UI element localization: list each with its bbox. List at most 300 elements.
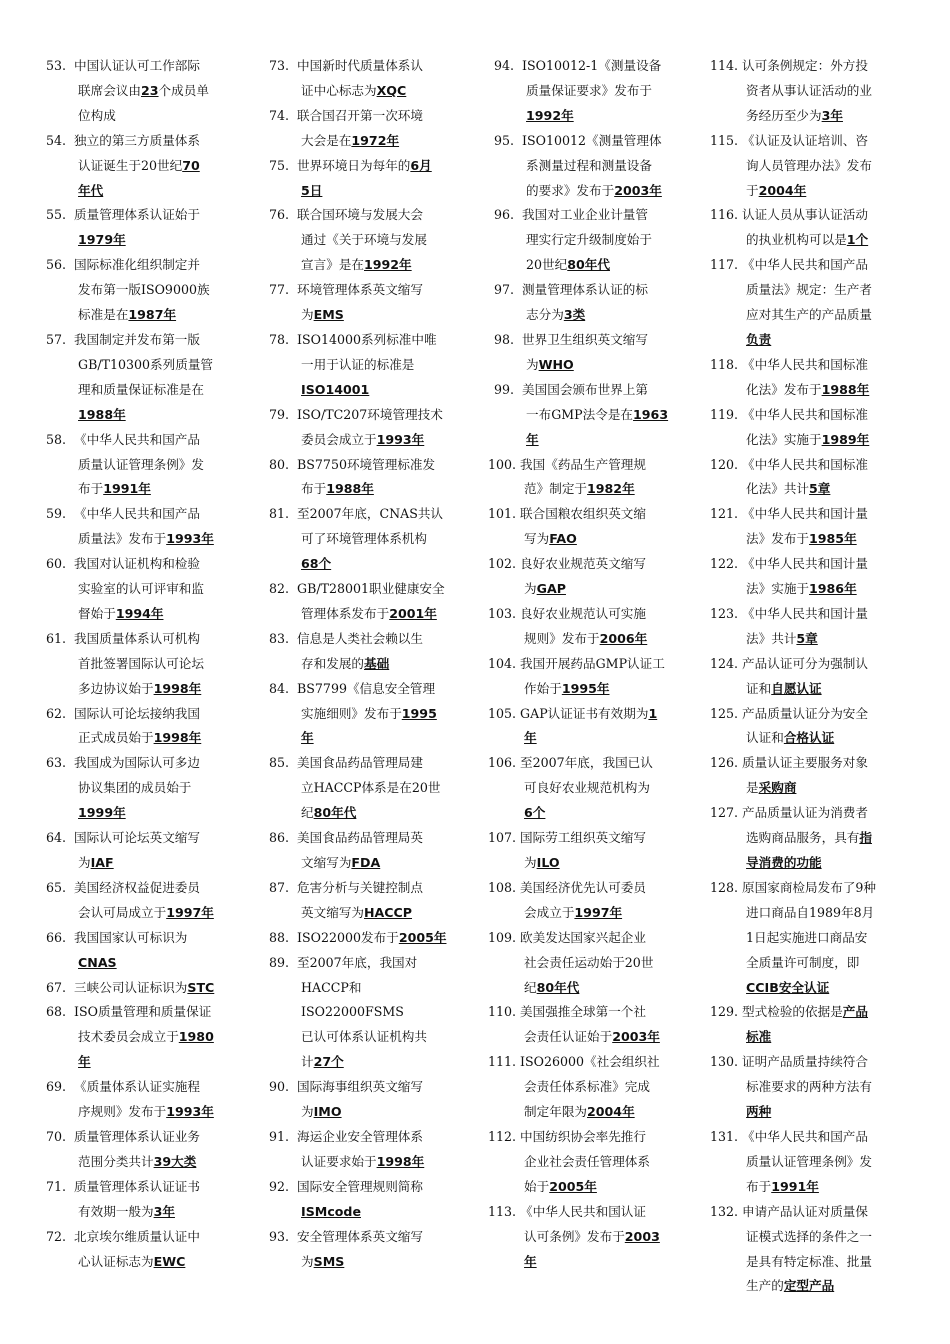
text-line	[74, 403, 240, 428]
text-line: 英文缩写为HACCP	[301, 904, 413, 920]
text-line: 产品质量认证分为安全	[742, 705, 868, 721]
text-line: 质量管理体系认证证书	[74, 1178, 200, 1194]
item-text	[74, 976, 240, 1001]
answer-text: 1963	[633, 406, 669, 422]
text-line	[522, 104, 688, 129]
text-line: 欧美发达国家兴起企业	[520, 929, 646, 945]
list-item	[263, 627, 463, 677]
answer-text: 年	[524, 730, 537, 746]
answer-text: 68个	[301, 556, 332, 572]
text-line	[74, 801, 240, 826]
answer-text: FDA	[351, 855, 381, 870]
answer-text: HACCP	[364, 904, 413, 920]
item-text	[520, 876, 688, 926]
item-number: 63.	[46, 755, 67, 771]
item-number: 98.	[494, 331, 515, 347]
item-text	[297, 751, 463, 826]
answer-text: 5日	[301, 182, 323, 198]
text-line: 我国《药品生产管理规	[520, 456, 646, 472]
item-number: 108.	[488, 879, 517, 895]
text-line: 实施细则》发布于1995	[301, 705, 437, 721]
text-line: 的要求》发布于2003年	[526, 182, 662, 198]
item-number: 53.	[46, 58, 67, 73]
answer-text: 27个	[313, 1054, 344, 1070]
list-item	[40, 976, 240, 1001]
text-line: 布于1991年	[78, 481, 151, 497]
list-item	[40, 1075, 240, 1125]
item-text	[520, 453, 688, 503]
item-number: 109.	[488, 929, 517, 945]
answer-text: 2005年	[549, 1178, 597, 1194]
item-text	[74, 428, 240, 503]
answer-text: 1994年	[115, 605, 164, 621]
text-line: ISO质量管理和质量保证	[74, 1004, 212, 1020]
item-text	[74, 826, 240, 876]
list-item	[40, 328, 240, 428]
item-text	[74, 1075, 240, 1125]
list-item	[263, 826, 463, 876]
text-line: 存和发展的基础	[301, 655, 390, 671]
item-number: 66.	[46, 929, 67, 945]
item-text	[297, 278, 463, 328]
text-line: 系测量过程和测量设备	[526, 157, 652, 173]
item-number: 82.	[269, 581, 290, 597]
text-line: 美国食品药品管理局建	[297, 755, 423, 771]
item-text	[297, 502, 463, 577]
item-number: 64.	[46, 830, 67, 846]
list-item	[710, 129, 915, 204]
item-text	[520, 751, 688, 826]
item-number: 76.	[269, 207, 290, 223]
answer-text: GAP	[536, 581, 566, 597]
item-number: 81.	[269, 506, 290, 522]
column-2	[263, 54, 463, 1274]
item-text	[297, 104, 463, 154]
list-item	[488, 1200, 688, 1275]
text-line: 认证诞生于20世纪70	[78, 157, 200, 173]
answer-text: 2006年	[599, 630, 648, 646]
text-line: 我国国家认可标识为	[74, 929, 188, 945]
item-text	[522, 328, 688, 378]
item-text	[74, 627, 240, 702]
item-text	[742, 502, 915, 552]
text-line: 标准是在1987年	[78, 307, 177, 323]
item-number: 97.	[494, 282, 515, 298]
text-line: 法》实施于1986年	[746, 581, 857, 597]
list-item	[263, 1175, 463, 1225]
list-item	[263, 203, 463, 278]
item-text	[520, 1200, 688, 1275]
text-line: 证和自愿认证	[746, 680, 822, 696]
text-line: 质量认证主要服务对象	[742, 755, 868, 771]
text-line	[742, 1025, 915, 1050]
text-line: 是具有特定标准、批量	[746, 1253, 872, 1269]
text-line: 证模式选择的条件之一	[746, 1228, 872, 1244]
answer-text: FAO	[549, 531, 577, 547]
text-line: 联合国粮农组织英文缩	[520, 506, 646, 522]
text-line: 质量认证管理条例》发	[78, 456, 204, 472]
text-line: 序规则》发布于1993年	[78, 1104, 214, 1120]
text-line: 法》共计5章	[746, 630, 818, 646]
answer-text: 定型产品	[783, 1278, 835, 1294]
list-item	[488, 1050, 688, 1125]
list-item	[263, 154, 463, 204]
item-number: 129.	[710, 1004, 739, 1020]
list-item	[40, 253, 240, 328]
list-item	[488, 702, 688, 752]
list-item	[710, 702, 915, 752]
text-line: 危害分析与关键控制点	[297, 879, 423, 895]
item-number: 93.	[269, 1228, 290, 1244]
list-item	[488, 652, 688, 702]
text-line: 《中华人民共和国标准	[742, 406, 868, 422]
text-line: 可了环境管理体系机构	[301, 531, 427, 547]
answer-text: 产品	[842, 1004, 868, 1020]
item-text	[522, 278, 688, 328]
list-item	[488, 129, 688, 204]
text-line: 认可条例规定：外方投	[742, 58, 868, 73]
answer-text: 1998年	[153, 680, 202, 696]
item-text	[520, 502, 688, 552]
list-item	[710, 453, 915, 503]
text-line: 证明产品质量持续符合	[742, 1054, 868, 1070]
text-line: 《中华人民共和国产品	[74, 431, 200, 447]
text-line: 美国经济权益促进委员	[74, 879, 200, 895]
item-number: 79.	[269, 406, 290, 422]
answer-text: 80年代	[567, 257, 610, 273]
item-text	[742, 1200, 915, 1300]
text-line: 质量认证管理条例》发	[746, 1153, 872, 1169]
answer-text: 1980	[178, 1029, 214, 1045]
item-text	[74, 926, 240, 976]
list-item	[263, 1225, 463, 1275]
text-line: 管理体系发布于2001年	[301, 605, 437, 621]
text-line: 化法》实施于1989年	[746, 431, 870, 447]
item-number: 58.	[46, 431, 67, 447]
answer-text: STC	[187, 979, 215, 995]
answer-text: 1997年	[574, 904, 623, 920]
text-line: 为WHO	[526, 356, 574, 372]
text-line: 联合国召开第一次环境	[297, 107, 423, 123]
answer-text: 1988年	[326, 481, 374, 497]
text-line: 正式成员始于1998年	[78, 730, 202, 746]
text-line	[520, 801, 688, 826]
item-number: 122.	[710, 556, 739, 572]
answer-text: 1995	[401, 705, 437, 721]
text-line: 于2004年	[746, 182, 807, 198]
list-item	[263, 577, 463, 627]
text-line: 国际认可论坛接纳我国	[74, 705, 200, 721]
text-line: 美国食品药品管理局英	[297, 830, 423, 846]
list-item	[488, 751, 688, 826]
item-number: 132.	[710, 1203, 739, 1219]
text-line: 企业社会责任管理体系	[524, 1153, 650, 1169]
item-text	[742, 253, 915, 353]
answer-text: 指	[859, 830, 872, 846]
text-line: 实验室的认可评审和监	[78, 581, 204, 597]
item-number: 105.	[488, 705, 517, 721]
answer-text: 1988年	[78, 406, 126, 422]
answer-text: XQC	[376, 82, 407, 98]
list-item	[710, 1000, 915, 1050]
item-text	[742, 453, 915, 503]
item-text	[297, 876, 463, 926]
list-item	[488, 926, 688, 1001]
item-number: 126.	[710, 755, 739, 771]
text-line: 写为FAO	[524, 531, 577, 547]
text-line: 志分为3类	[526, 307, 586, 323]
answer-text: 2003	[624, 1228, 660, 1244]
list-item	[263, 1125, 463, 1175]
answer-text: 基础	[364, 655, 390, 671]
text-line: ISO10012-1《测量设备	[522, 58, 662, 73]
text-line: 产品认证可分为强制认	[742, 655, 868, 671]
item-text	[522, 54, 688, 129]
list-item	[488, 602, 688, 652]
item-number: 106.	[488, 755, 517, 771]
list-item	[263, 453, 463, 503]
text-line: 美国经济优先认可委员	[520, 879, 646, 895]
answer-text: 1992年	[364, 257, 412, 273]
text-line: 《认证及认证培训、咨	[742, 132, 868, 148]
item-number: 55.	[46, 207, 67, 223]
item-text	[297, 1125, 463, 1175]
list-item	[40, 552, 240, 627]
text-line: 世界环境日为每年的6月	[297, 157, 432, 173]
list-item	[710, 1050, 915, 1125]
item-text	[74, 129, 240, 204]
answer-text: 1个	[846, 232, 869, 248]
answer-text: EMS	[313, 307, 344, 323]
answer-text: 23	[141, 82, 159, 98]
item-text	[74, 552, 240, 627]
list-item	[710, 403, 915, 453]
text-line: ISO14000系列标准中唯	[297, 331, 437, 347]
text-line: 国际认可论坛英文缩写	[74, 830, 200, 846]
text-line: 为EMS	[301, 307, 344, 323]
answer-text: WHO	[538, 356, 574, 372]
item-text	[74, 253, 240, 328]
text-line: 中国新时代质量体系认	[297, 58, 423, 73]
list-item	[263, 926, 463, 951]
text-line: 20世纪80年代	[526, 257, 610, 273]
list-item	[488, 328, 688, 378]
text-line: 型式检验的依据是产品	[742, 1004, 868, 1020]
text-line	[297, 378, 463, 403]
text-line: 宣言》是在1992年	[301, 257, 412, 273]
text-line: 至2007年底，我国已认	[520, 755, 653, 771]
item-number: 73.	[269, 58, 290, 73]
list-item	[263, 104, 463, 154]
item-text	[520, 1000, 688, 1050]
text-line: 为IMO	[301, 1104, 342, 1120]
answer-text: 负责	[746, 331, 772, 347]
item-number: 62.	[46, 705, 67, 721]
item-number: 110.	[488, 1004, 517, 1020]
answer-text: 标准	[746, 1029, 772, 1045]
answer-text: 1986年	[809, 581, 857, 597]
text-line: 为SMS	[301, 1253, 345, 1269]
item-text	[520, 552, 688, 602]
answer-text: 1997年	[166, 904, 214, 920]
answer-text: 70	[182, 157, 200, 173]
list-item	[488, 502, 688, 552]
list-item	[710, 502, 915, 552]
text-line: 环境管理体系英文缩写	[297, 282, 423, 298]
text-line: 联合国环境与发展大会	[297, 207, 423, 223]
item-number: 131.	[710, 1128, 739, 1144]
item-number: 87.	[269, 879, 290, 895]
text-line: 认证和合格认证	[746, 730, 835, 746]
list-item	[710, 1125, 915, 1200]
text-line: 产品质量认证为消费者	[742, 805, 868, 821]
item-text	[520, 652, 688, 702]
text-line: 美国国会颁布世界上第	[522, 381, 648, 397]
text-line	[74, 1050, 240, 1075]
list-item	[40, 129, 240, 204]
list-item	[40, 627, 240, 702]
item-number: 127.	[710, 805, 739, 821]
text-line: 我国对工业企业计量管	[522, 207, 648, 223]
text-line: GB/T10300系列质量管	[78, 356, 214, 372]
text-line: 资者从事认证活动的业	[746, 82, 872, 98]
item-number: 56.	[46, 257, 67, 273]
answer-text: 6月	[410, 157, 432, 173]
list-item	[488, 378, 688, 453]
answer-text: 5章	[809, 481, 831, 497]
text-line: 位构成	[78, 107, 116, 123]
answer-text: CNAS	[78, 954, 117, 970]
item-number: 111.	[488, 1054, 517, 1070]
answer-text: 2005年	[398, 929, 447, 945]
text-line: 生产的定型产品	[746, 1278, 835, 1294]
item-text	[297, 203, 463, 278]
text-line: 的执业机构可以是1个	[746, 232, 869, 248]
item-number: 57.	[46, 331, 67, 347]
text-line: 会认可局成立于1997年	[78, 904, 214, 920]
text-line: 规则》发布于2006年	[524, 630, 648, 646]
item-text	[297, 926, 463, 951]
list-item	[710, 876, 915, 1001]
text-line: 理和质量保证标准是在	[78, 381, 204, 397]
item-text	[74, 1125, 240, 1175]
column-3	[488, 54, 688, 1274]
list-item	[263, 876, 463, 926]
text-line: 《中华人民共和国标准	[742, 356, 868, 372]
list-item	[488, 453, 688, 503]
text-line	[742, 976, 915, 1001]
text-line: 《中华人民共和国产品	[742, 257, 868, 273]
item-text	[74, 751, 240, 826]
list-item	[263, 502, 463, 577]
item-number: 101.	[488, 506, 517, 522]
item-number: 107.	[488, 830, 517, 846]
list-item	[263, 951, 463, 1076]
answer-text: 年	[78, 1054, 91, 1070]
item-number: 128.	[710, 879, 739, 895]
item-number: 70.	[46, 1128, 67, 1144]
item-number: 91.	[269, 1128, 290, 1144]
list-item	[263, 54, 463, 104]
list-item	[488, 1125, 688, 1200]
item-text	[297, 627, 463, 677]
item-number: 68.	[46, 1004, 67, 1020]
text-line: 进口商品自1989年8月	[746, 904, 875, 920]
answer-text: SMS	[313, 1253, 345, 1269]
answer-text: 80年代	[313, 805, 357, 821]
item-text	[297, 577, 463, 627]
text-line: 督始于1994年	[78, 605, 164, 621]
item-number: 124.	[710, 655, 739, 671]
item-text	[522, 129, 688, 204]
text-line	[742, 328, 915, 353]
answer-text: 80年代	[536, 979, 580, 995]
text-line: 1日起实施进口商品安	[746, 929, 868, 945]
text-line: 选购商品服务，具有指	[746, 830, 872, 846]
item-text	[522, 203, 688, 278]
answer-text: 1998年	[376, 1153, 425, 1169]
text-line: 信息是人类社会赖以生	[297, 630, 423, 646]
item-number: 77.	[269, 282, 290, 298]
answer-text: 1999年	[78, 805, 126, 821]
answer-text: 2004年	[758, 182, 807, 198]
text-line: 纪80年代	[524, 979, 580, 995]
item-number: 120.	[710, 456, 739, 472]
text-line: 询人员管理办法》发布	[746, 157, 872, 173]
text-line: 社会责任运动始于20世	[524, 954, 654, 970]
text-line: 制定年限为2004年	[524, 1104, 635, 1120]
item-number: 118.	[710, 356, 739, 372]
text-line: 至2007年底，我国对	[297, 954, 418, 970]
text-line: 《中华人民共和国计量	[742, 506, 868, 522]
item-number: 119.	[710, 406, 739, 422]
text-line: 有效期一般为3年	[78, 1203, 175, 1219]
text-line: 《质量体系认证实施程	[74, 1079, 200, 1095]
text-line: 原国家商检局发布了9种	[742, 879, 876, 895]
text-line	[522, 428, 688, 453]
item-text	[742, 353, 915, 403]
text-line: 布于1991年	[746, 1178, 819, 1194]
answer-text: 5章	[796, 630, 818, 646]
text-line: HACCP和ISO22000FSMS	[301, 979, 404, 1020]
text-line: 务经历至少为3年	[746, 107, 843, 123]
item-number: 121.	[710, 506, 739, 522]
text-line: 质量管理体系认证业务	[74, 1128, 200, 1144]
answer-text: 39大类	[153, 1153, 197, 1169]
item-text	[742, 876, 915, 1001]
item-number: 90.	[269, 1079, 290, 1095]
text-line: 《中华人民共和国产品	[742, 1128, 868, 1144]
answer-text: 1985年	[809, 531, 857, 547]
answer-text: 自愿认证	[771, 680, 822, 696]
item-number: 123.	[710, 605, 739, 621]
answer-text: 年	[526, 431, 539, 447]
item-number: 54.	[46, 132, 67, 148]
text-line: 《中华人民共和国标准	[742, 456, 868, 472]
list-item	[710, 203, 915, 253]
item-text	[742, 552, 915, 602]
text-line: 全质量许可制度，即	[746, 954, 860, 970]
item-number: 116.	[710, 207, 739, 223]
item-number: 83.	[269, 630, 290, 646]
item-number: 113.	[488, 1203, 517, 1219]
text-line: 质量法》规定：生产者	[746, 282, 872, 298]
text-line: 中国认证认可工作部际	[74, 58, 200, 73]
item-text	[297, 453, 463, 503]
list-item	[263, 278, 463, 328]
list-item	[40, 751, 240, 826]
item-number: 99.	[494, 381, 515, 397]
